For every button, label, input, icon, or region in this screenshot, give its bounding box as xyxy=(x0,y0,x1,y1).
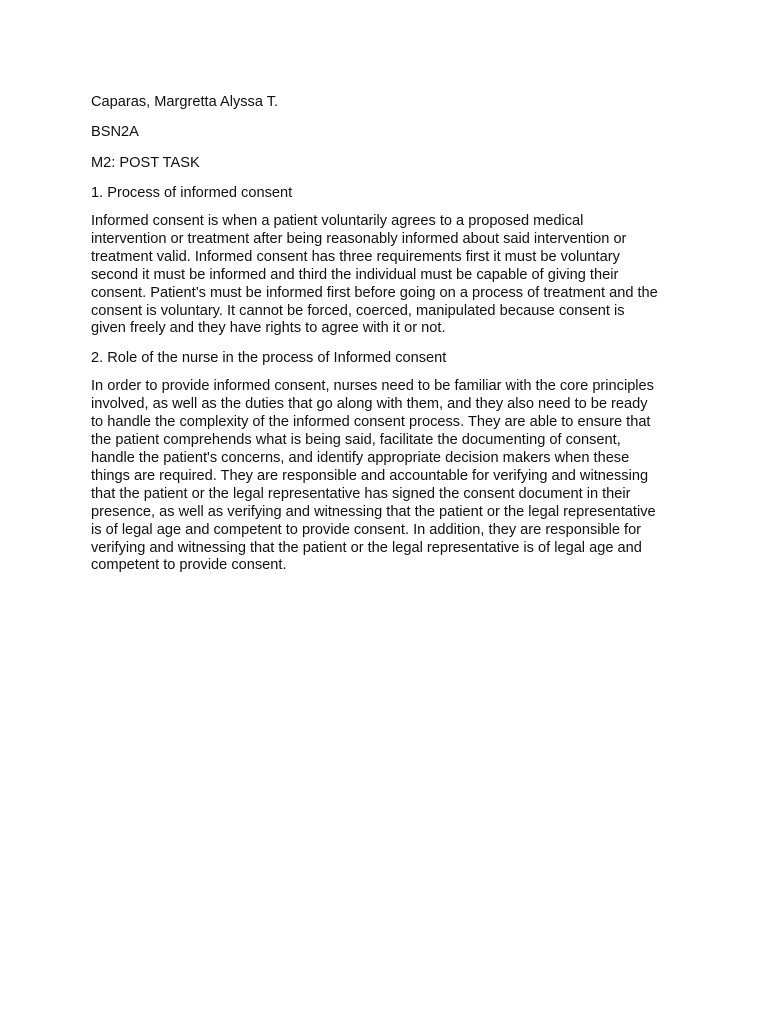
answer-1-paragraph: Informed consent is when a patient voluntarily agrees to a proposed medical intervention or treatment after being reasonably informed about said intervention or treatment valid. Informed consent has three requirements first it must be voluntary second it must be informed and third the individual must be capable of giving their consent. Patient’s must be informed first before going on a process of treatment and the consent is voluntary. It cannot be forced, coerced, manipulated because consent is given freely and they have rights to agree with it or not. xyxy=(91,213,658,337)
question-1-heading: 1. Process of informed consent xyxy=(91,185,293,201)
answer-2-paragraph: In order to provide informed consent, nurses need to be familiar with the core principles involved, as well as the duties that go along with them, and they also need to be ready to handle the complexity of the informed consent process. They are able to ensure that the patient comprehends what is being said, facilitate the documenting of consent, handle the patient's concerns, and identify appropriate decision makers when these things are required. They are responsible and accountable for verifying and witnessing that the patient or the legal representative has signed the consent document in their presence, as well as verifying and witnessing that the patient or the legal representative is of legal age and competent to provide consent. In addition, they are responsible for verifying and witnessing that the patient or the legal representative is of legal age and competent to provide consent. xyxy=(91,378,656,574)
task-title: M2: POST TASK xyxy=(91,155,200,171)
author-name: Caparas, Margretta Alyssa T. xyxy=(91,94,279,110)
document-body xyxy=(91,93,691,575)
question-2-heading: 2. Role of the nurse in the process of Informed consent xyxy=(91,350,447,367)
course-section: BSN2A xyxy=(91,124,139,140)
